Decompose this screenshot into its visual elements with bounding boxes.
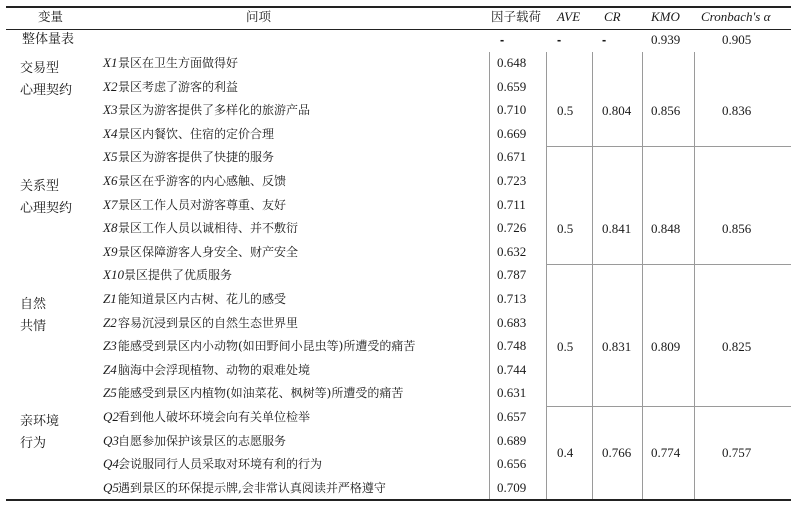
table-row [0, 126, 797, 144]
item-text: 景区在乎游客的内心感触、反馈 [118, 174, 287, 188]
header-cr: CR [604, 9, 621, 24]
overall-cr: - [602, 33, 607, 47]
item-id: X6 [103, 173, 118, 188]
group-name-line2: 行为 [20, 436, 47, 451]
item-id: X8 [103, 220, 118, 236]
item-loading: 0.748 [497, 338, 527, 354]
group-cr: 0.766 [602, 445, 632, 460]
item-loading: 0.744 [497, 361, 527, 377]
table-row [0, 409, 797, 427]
item-id: Q4 [103, 456, 119, 472]
header-rule [6, 29, 791, 30]
table-row [0, 480, 797, 498]
header-alpha: Cronbach's α [701, 9, 771, 24]
item-id: X5 [103, 149, 118, 165]
item-loading: 0.631 [497, 385, 527, 401]
item-loading: 0.726 [497, 220, 527, 236]
overall-kmo: 0.939 [651, 32, 681, 47]
group-name-line1: 亲环境 [20, 414, 60, 429]
item-loading: 0.648 [497, 55, 527, 70]
table-row [0, 244, 797, 262]
item-text: 景区工作人员以诚相待、并不敷衍 [118, 221, 299, 236]
item-loading: 0.683 [497, 314, 527, 330]
group-kmo: 0.856 [651, 103, 681, 118]
item-id: X10 [103, 267, 124, 283]
stats-divider-3 [546, 406, 791, 407]
item-id: X2 [103, 78, 118, 94]
table-row [0, 315, 797, 333]
group-kmo: 0.774 [651, 445, 681, 460]
stats-divider-1 [546, 146, 791, 147]
item-id: X4 [103, 125, 118, 141]
group-ave: 0.5 [557, 221, 574, 236]
group-cr: 0.804 [602, 103, 632, 118]
item-loading: 0.689 [497, 432, 527, 448]
item-text: 景区在卫生方面做得好 [118, 56, 239, 70]
group-kmo: 0.809 [651, 339, 681, 354]
table-row [0, 362, 797, 380]
header-loading: 因子载荷 [491, 9, 542, 24]
item-text: 脑海中会浮现植物、动物的艰难处境 [118, 362, 311, 377]
item-loading: 0.709 [497, 479, 527, 495]
group-cr: 0.831 [602, 339, 632, 354]
item-text: 自愿参加保护该景区的志愿服务 [118, 433, 287, 448]
group-name-line1: 交易型 [20, 61, 60, 76]
item-loading: 0.723 [497, 173, 527, 188]
table-row [0, 291, 797, 309]
item-id: Z3 [103, 338, 117, 354]
item-id: Z5 [103, 385, 117, 401]
item-loading: 0.787 [497, 267, 527, 283]
item-text: 会说服同行人员采取对环境有利的行为 [118, 457, 323, 472]
item-text: 景区考虑了游客的利益 [118, 79, 239, 94]
header-ave: AVE [557, 9, 581, 24]
group-name-line2: 共情 [20, 319, 47, 334]
item-id: Q3 [103, 432, 119, 448]
item-text: 景区保障游客人身安全、财产安全 [118, 244, 299, 259]
table-row [0, 267, 797, 285]
stats-divider-2 [546, 264, 791, 265]
table-row [0, 79, 797, 97]
header-kmo: KMO [651, 9, 680, 24]
header-item: 问项 [246, 9, 272, 24]
item-id: X9 [103, 243, 118, 259]
table-row [0, 433, 797, 451]
item-loading: 0.657 [497, 409, 527, 424]
group-cr: 0.841 [602, 221, 632, 236]
item-loading: 0.710 [497, 102, 527, 118]
item-loading: 0.669 [497, 125, 527, 141]
header-variable: 变量 [38, 9, 64, 24]
item-text: 景区内餐饮、住宿的定价合理 [118, 126, 275, 141]
group-name-line1: 自然 [20, 297, 47, 312]
item-loading: 0.713 [497, 291, 527, 306]
group-ave: 0.4 [557, 445, 574, 460]
item-text: 看到他人破坏环境会向有关单位检举 [118, 410, 311, 424]
item-id: Z1 [103, 291, 117, 306]
table-row [0, 55, 797, 73]
item-id: X1 [103, 55, 118, 70]
table-row [0, 173, 797, 191]
item-loading: 0.671 [497, 149, 527, 165]
item-text: 景区为游客提供了多样化的旅游产品 [118, 103, 311, 118]
item-id: X3 [103, 102, 118, 118]
group-name-line2: 心理契约 [20, 83, 73, 98]
item-text: 景区为游客提供了快捷的服务 [118, 150, 275, 165]
group-ave: 0.5 [557, 103, 574, 118]
group-alpha: 0.757 [722, 445, 752, 460]
item-loading: 0.711 [497, 196, 526, 212]
table-row [0, 385, 797, 403]
item-text: 能感受到景区内小动物(如田野间小昆虫等)所遭受的痛苦 [118, 339, 416, 354]
item-loading: 0.659 [497, 78, 527, 94]
group-ave: 0.5 [557, 339, 574, 354]
item-text: 能感受到景区内植物(如油菜花、枫树等)所遭受的痛苦 [118, 386, 404, 401]
group-name-line1: 关系型 [20, 179, 60, 194]
item-text: 景区提供了优质服务 [124, 268, 233, 283]
table-row [0, 102, 797, 120]
top-rule [6, 6, 791, 8]
group-alpha: 0.825 [722, 339, 752, 354]
table-row [0, 197, 797, 215]
overall-label: 整体量表 [22, 32, 75, 47]
item-text: 遇到景区的环保提示牌,会非常认真阅读并严格遵守 [118, 480, 386, 495]
item-text: 容易沉浸到景区的自然生态世界里 [118, 315, 299, 330]
bottom-rule [6, 499, 791, 501]
group-kmo: 0.848 [651, 221, 681, 236]
table-row [0, 456, 797, 474]
item-id: X7 [103, 196, 118, 212]
group-alpha: 0.856 [722, 221, 752, 236]
item-id: Z4 [103, 361, 117, 377]
item-id: Z2 [103, 314, 117, 330]
group-alpha: 0.836 [722, 103, 752, 118]
item-text: 能知道景区内古树、花儿的感受 [118, 292, 287, 306]
item-id: Q5 [103, 479, 119, 495]
item-text: 景区工作人员对游客尊重、友好 [118, 197, 287, 212]
item-id: Q2 [103, 409, 119, 424]
item-loading: 0.656 [497, 456, 527, 472]
table-row [0, 220, 797, 238]
overall-loading: - [500, 33, 505, 47]
overall-ave: - [557, 33, 562, 47]
item-loading: 0.632 [497, 243, 527, 259]
table-row [0, 338, 797, 356]
overall-alpha: 0.905 [722, 32, 752, 47]
table-row [0, 149, 797, 167]
group-name-line2: 心理契约 [20, 201, 73, 216]
